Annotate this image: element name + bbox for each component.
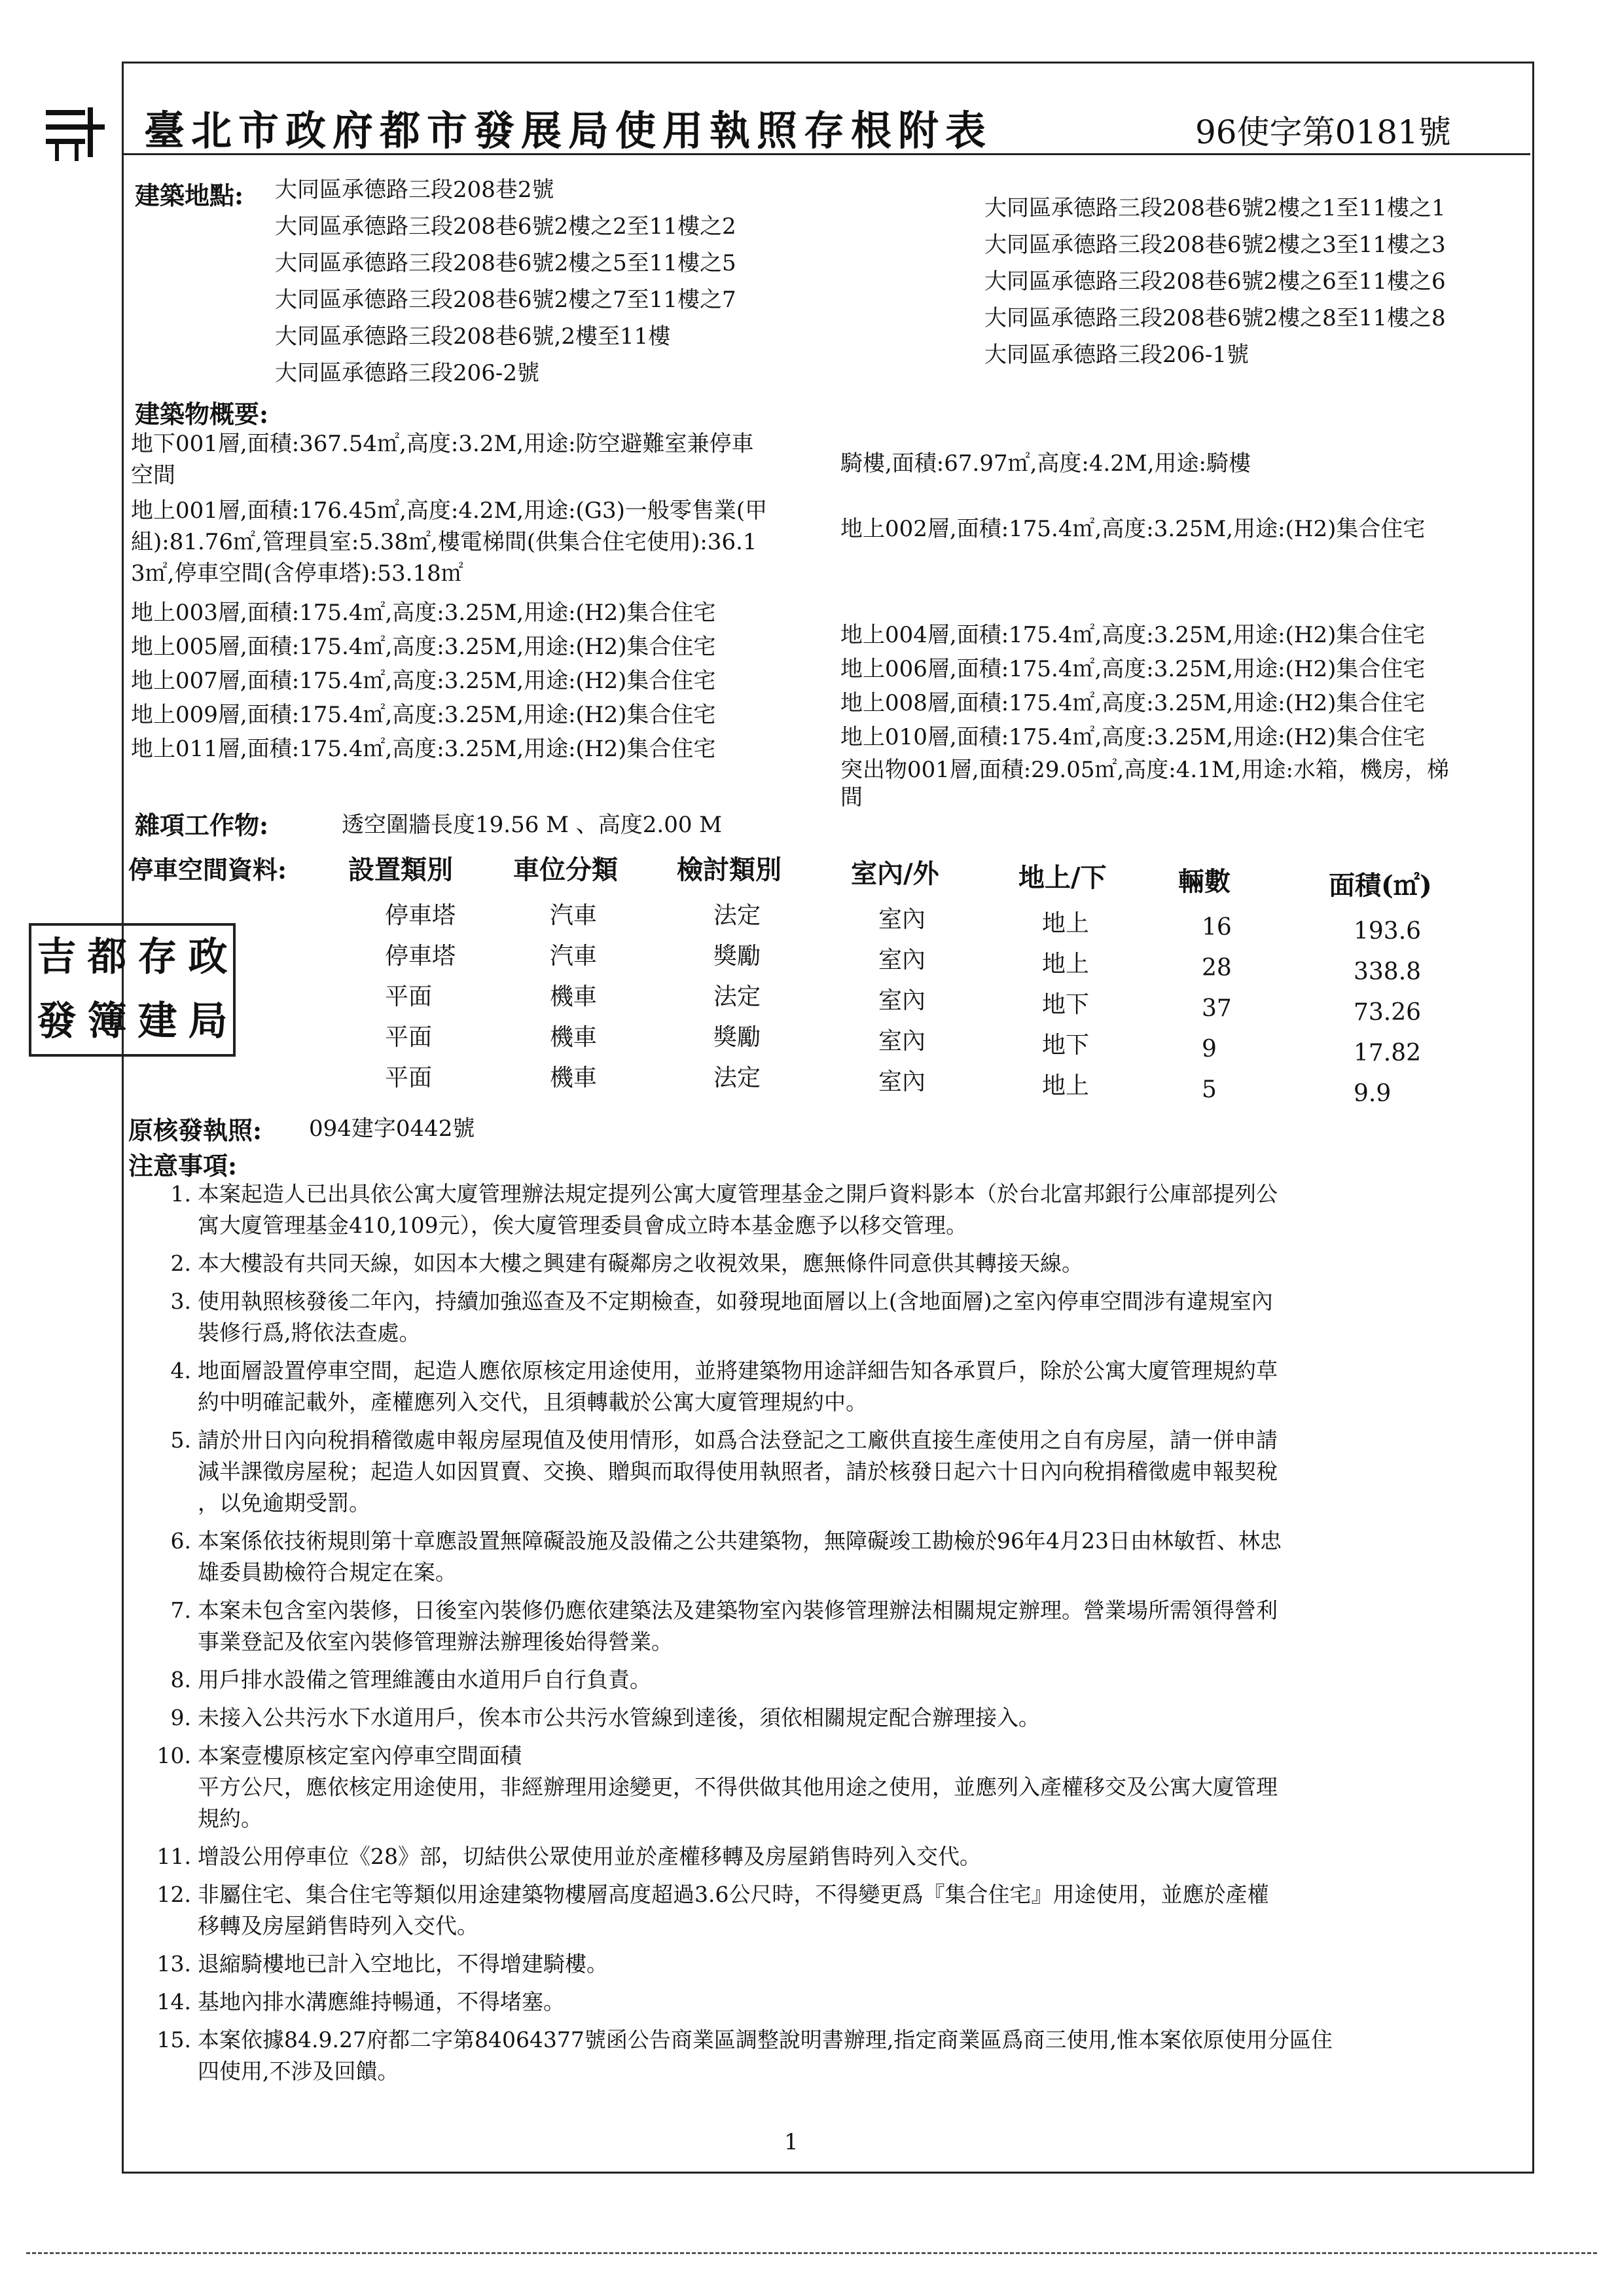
floor-1-line3: 3㎡,停車空間(含停車塔):53.18㎡ [131,560,463,587]
official-seal [29,923,236,1057]
note-body [198,1355,1526,1418]
floor-1-line1: 地上001層,面積:176.45㎡,高度:4.2M,用途:(G3)一般零售業(甲 [131,498,768,524]
parking-cell: 地上 [1042,910,1090,937]
seal-char: 局 [188,998,228,1044]
parking-cell: 平面 [385,1065,433,1091]
seal-char: 存 [137,934,177,980]
note-number: 6. [170,1528,191,1554]
note-line: 移轉及房屋銷售時列入交代。 [198,1913,478,1939]
parking-header: 地上/下 [1018,862,1107,893]
note-line: 增設公用停車位《28》部，切結供公眾使用並於產權移轉及房屋銷售時列入交代。 [198,1844,981,1869]
note-line: 裝修行爲,將依法查處。 [198,1320,421,1345]
parking-cell: 停車塔 [385,943,456,970]
parking-cell: 獎勵 [713,943,761,970]
floor-line: 地上006層,面積:175.4㎡,高度:3.25M,用途:(H2)集合住宅 [840,656,1426,682]
note-body [198,1664,1526,1696]
parking-cell: 法定 [713,1065,761,1091]
seal-char: 建 [137,998,177,1044]
parking-cell: 機車 [550,1024,598,1051]
address-line: 大同區承德路三段208巷6號2樓之7至11樓之7 [275,287,736,313]
note-body [198,1948,1526,1980]
note-number: 14. [156,1989,191,2014]
floor-line: 地上007層,面積:175.4㎡,高度:3.25M,用途:(H2)集合住宅 [131,668,716,694]
note-item [145,1841,1526,1872]
floor-line: 地上009層,面積:175.4㎡,高度:3.25M,用途:(H2)集合住宅 [131,702,716,728]
parking-col-review [677,850,782,1099]
seal-char: 政 [188,934,228,980]
address-line: 大同區承德路三段208巷6號,2樓至11樓 [275,323,671,350]
parking-col-type [348,850,456,1099]
parking-header: 室內/外 [851,858,939,889]
note-line: 本案未包含室內裝修，日後室內裝修仍應依建築法及建築物室內裝修管理辦法相關規定辦理。營業場所需領得營利 [198,1597,1278,1623]
seal-char: 簿 [87,998,127,1044]
parking-cell: 17.82 [1354,1040,1422,1066]
parking-header: 輛數 [1178,866,1231,897]
note-number: 9. [170,1705,191,1730]
parking-col-indoor [851,854,939,1102]
note-line: 本案起造人已出具依公寓大廈管理辦法規定提列公寓大廈管理基金之開戶資料影本（於台北富邦銀行公庫部提列公 [198,1181,1278,1207]
note-number: 11. [156,1844,191,1869]
parking-cell: 停車塔 [385,902,456,929]
parking-cell: 室內 [878,906,926,933]
note-item [145,1740,1526,1834]
parking-cell: 9.9 [1354,1080,1392,1107]
floor-2: 地上002層,面積:175.4㎡,高度:3.25M,用途:(H2)集合住宅 [840,516,1426,542]
parking-cell: 法定 [713,902,761,929]
floor-b1-line1: 地下001層,面積:367.54㎡,高度:3.2M,用途:防空避難室兼停車 [131,431,754,457]
parking-col-vehicle [513,850,618,1099]
note-line: 本案係依技術規則第十章應設置無障礙設施及設備之公共建築物，無障礙竣工勘檢於96年4月23日由林敏哲、林忠 [198,1528,1282,1554]
parking-cell: 338.8 [1354,958,1422,985]
note-body [198,1841,1526,1872]
floors-left [131,596,715,766]
parking-cell: 16 [1202,914,1232,941]
address-line: 大同區承德路三段208巷6號2樓之6至11樓之6 [984,268,1446,295]
original-license-value: 094建字0442號 [309,1116,475,1142]
address-list-right [984,190,1446,373]
address-line: 大同區承德路三段208巷2號 [275,177,554,203]
note-line: 事業登記及依室內裝修管理辦法辦理後始得營業。 [198,1629,673,1654]
note-line: 未接入公共污水下水道用戶，俟本市公共污水管線到達後，須依相關規定配合辦理接入。 [198,1705,1040,1730]
seal-char: 都 [87,934,127,980]
floor-line: 地上003層,面積:175.4㎡,高度:3.25M,用途:(H2)集合住宅 [131,600,716,626]
footer-divider [26,2252,1597,2254]
license-number: 96使字第0181號 [1195,113,1451,151]
note-item [145,1948,1526,1980]
parking-cell: 28 [1202,955,1232,981]
page-title: 臺北市政府都市發展局使用執照存根附表 [144,107,993,155]
parking-cell: 室內 [878,1028,926,1055]
parking-cell: 室內 [878,987,926,1014]
parking-cell: 法定 [713,983,761,1010]
note-number: 5. [170,1427,191,1453]
seal-char: 發 [37,998,77,1044]
floor-b1-line2: 空間 [131,462,175,488]
note-number: 12. [156,1882,191,1907]
note-line: 請於卅日內向稅捐稽徵處申報房屋現值及使用情形，如爲合法登記之工廠供直接生產使用之自有房屋，請一併申請 [198,1427,1278,1453]
address-line: 大同區承德路三段208巷6號2樓之2至11樓之2 [275,213,736,240]
note-number: 13. [156,1951,191,1977]
note-body [198,1425,1526,1519]
note-number: 7. [170,1597,191,1623]
parking-col-count [1178,862,1232,1110]
note-item [145,1879,1526,1942]
parking-cell: 室內 [878,1068,926,1095]
note-number: 1. [170,1181,191,1207]
note-body [198,1248,1526,1279]
parking-cell: 地下 [1042,991,1090,1018]
note-body [198,1595,1526,1658]
note-line: 四使用,不涉及回饋。 [198,2058,399,2084]
note-item [145,1286,1526,1349]
parking-cell: 193.6 [1354,918,1422,945]
original-license-label: 原核發執照: [128,1116,262,1145]
address-line: 大同區承德路三段208巷6號2樓之5至11樓之5 [275,250,736,276]
roof-structure-line1: 突出物001層,面積:29.05㎡,高度:4.1M,用途:水箱，機房，梯 [840,757,1449,783]
note-line: 雄委員勘檢符合規定在案。 [198,1559,457,1585]
note-line: 約中明確記載外，產權應列入交代，且須轉載於公寓大廈管理規約中。 [198,1389,867,1415]
parking-header: 面積(㎡) [1329,870,1432,901]
misc-label: 雜項工作物: [135,811,269,840]
parking-cell: 5 [1202,1076,1217,1103]
seal-char: 吉 [37,934,77,980]
roof-structure-line2: 間 [840,784,863,811]
parking-cell: 室內 [878,947,926,974]
parking-cell: 37 [1202,995,1232,1022]
note-line: 地面層設置停車空間，起造人應依原核定用途使用，並將建築物用途詳細告知各承買戶，除於公寓大廈管理規約草 [198,1358,1278,1383]
note-body [198,1702,1526,1734]
address-line: 大同區承德路三段208巷6號2樓之3至11樓之3 [984,232,1446,258]
page-number: 1 [784,2129,799,2155]
note-line: 用戶排水設備之管理維護由水道用戶自行負責。 [198,1667,651,1692]
note-item [145,2024,1526,2087]
note-item [145,1664,1526,1696]
floors-right [840,618,1425,754]
note-body [198,1879,1526,1942]
parking-cell: 地下 [1042,1032,1090,1059]
floor-line: 地上004層,面積:175.4㎡,高度:3.25M,用途:(H2)集合住宅 [840,622,1426,648]
note-item [145,1525,1526,1588]
note-body [198,1178,1526,1241]
parking-cell: 獎勵 [713,1024,761,1051]
note-number: 3. [170,1288,191,1314]
note-line: 非屬住宅、集合住宅等類似用途建築物樓層高度超過3.6公尺時，不得變更爲『集合住宅』用途使用，並應於產權 [198,1882,1269,1907]
parking-cell: 機車 [550,983,598,1010]
parking-header: 檢討類別 [677,854,782,885]
note-number: 4. [170,1358,191,1383]
parking-col-level [1018,858,1107,1106]
parking-cell: 地上 [1042,1072,1090,1099]
note-number: 8. [170,1667,191,1692]
note-item [145,1355,1526,1418]
address-list-left [275,172,736,392]
note-body [198,1740,1526,1834]
note-line: 規約。 [198,1806,262,1831]
note-line: 本案壹樓原核定室內停車空間面積 [198,1743,522,1768]
parking-header: 車位分類 [513,854,618,885]
parking-cell: 平面 [385,983,433,1010]
note-number: 15. [156,2027,191,2052]
note-line: 本案依據84.9.27府都二字第84064377號函公告商業區調整說明書辦理,指定商業區爲商三使用,惟本案依原使用分區住 [198,2027,1333,2052]
floor-line: 地上011層,面積:175.4㎡,高度:3.25M,用途:(H2)集合住宅 [131,736,716,762]
parking-cell: 平面 [385,1024,433,1051]
address-line: 大同區承德路三段206-1號 [984,342,1249,368]
address-label: 建築地點: [135,181,244,210]
arcade-info: 騎樓,面積:67.97㎡,高度:4.2M,用途:騎樓 [840,450,1251,477]
note-item [145,1595,1526,1658]
address-line: 大同區承德路三段208巷6號2樓之8至11樓之8 [984,305,1446,331]
parking-cell: 73.26 [1354,999,1422,1026]
note-item [145,1248,1526,1279]
note-line: 減半課徵房屋稅；起造人如因買賣、交換、贈與而取得使用執照者，請於核發日起六十日內向稅捐稽徵處申報契稅 [198,1459,1278,1484]
note-number: 2. [170,1250,191,1276]
note-line: 本大樓設有共同天線，如因本大樓之興建有礙鄰房之收視效果，應無條件同意供其轉接天線。 [198,1250,1083,1276]
note-item [145,1425,1526,1519]
floor-line: 地上010層,面積:175.4㎡,高度:3.25M,用途:(H2)集合住宅 [840,724,1426,750]
note-line: 基地內排水溝應維持暢通，不得堵塞。 [198,1989,565,2014]
address-line: 大同區承德路三段208巷6號2樓之1至11樓之1 [984,195,1446,221]
note-body [198,2024,1526,2087]
note-body [198,1286,1526,1349]
floor-1-line2: 組):81.76㎡,管理員室:5.38㎡,樓電梯間(供集合住宅使用):36.1 [131,529,757,555]
note-line: 平方公尺，應依核定用途使用，非經辦理用途變更，不得供做其他用途之使用，並應列入產權移交及公寓大廈管理 [198,1774,1278,1800]
overview-label: 建築物概要: [135,399,269,429]
address-line: 大同區承德路三段206-2號 [275,360,540,386]
note-body [198,1986,1526,2018]
note-line: ，以免逾期受罰。 [198,1490,370,1516]
parking-cell: 機車 [550,1065,598,1091]
notes-label: 注意事項: [128,1151,238,1180]
note-line: 寓大廈管理基金410,109元），俟大廈管理委員會成立時本基金應予以移交管理。 [198,1212,967,1238]
parking-cell: 9 [1202,1036,1217,1063]
note-line: 使用執照核發後二年內，持續加強巡查及不定期檢查，如發現地面層以上(含地面層)之室內停車空間涉有違規室內 [198,1288,1273,1314]
note-number: 10. [156,1743,191,1768]
note-line: 退縮騎樓地已計入空地比，不得增建騎樓。 [198,1951,608,1977]
parking-header: 設置類別 [348,854,453,885]
parking-cell: 地上 [1042,951,1090,977]
misc-value: 透空圍牆長度19.56 M 、高度2.00 M [342,812,723,838]
note-item [145,1702,1526,1734]
parking-label: 停車空間資料: [128,855,287,884]
floor-line: 地上005層,面積:175.4㎡,高度:3.25M,用途:(H2)集合住宅 [131,634,716,660]
scan-marker-icon [42,105,120,164]
parking-cell: 汽車 [550,943,598,970]
parking-cell: 汽車 [550,902,598,929]
floor-line: 地上008層,面積:175.4㎡,高度:3.25M,用途:(H2)集合住宅 [840,690,1426,716]
parking-col-area [1329,866,1432,1114]
note-item [145,1986,1526,2018]
note-item [145,1178,1526,1241]
note-body [198,1525,1526,1588]
